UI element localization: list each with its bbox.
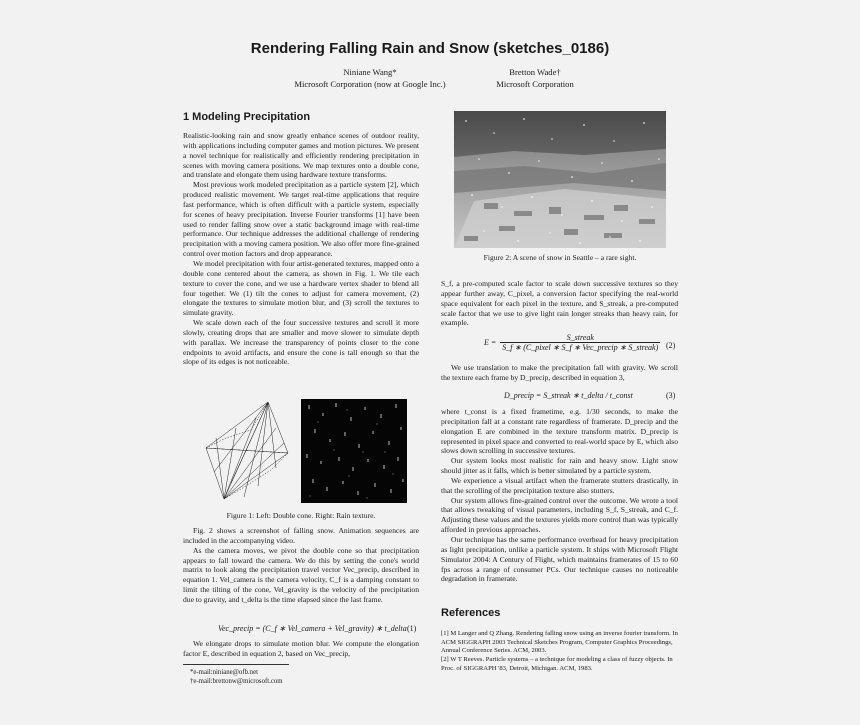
paragraph: Most previous work modeled precipitation as a particle system [2], which produced realistic movement. We target real-time applications that require fast performance, which is often difficult with a particle system, especially for scenes of heavy precipitation. Inverse Fourier transforms [1] have been used to render falling snow over a static background image with real-time performance. Our technique addresses the additional challenge of rendering precipitation with a moving camera position. We also offer more fine-grained control over motion factors and drop appearance. [183,180,419,259]
footnote-1: *e-mail:niniane@ofb.net [190,669,258,676]
paragraph: As the camera moves, we pivot the double cone so that precipitation appears to fall toward the camera. We do this by setting the cone's world matrix to look along the precipitation travel vector Vec_precip, described in equation 1. Vel_camera is the camera velocity, C_f is a damping constant to limit the tilting of the cone, Vel_gravity is the velocity of the precipitation due to gravity, and t_delta is the time elapsed since the last frame. [183,545,419,604]
author-2 [470,66,600,90]
footnote-2: †e-mail:brettonw@microsoft.com [190,678,283,685]
equation-2-lhs: E = [484,338,497,347]
paragraph: where t_const is a fixed frametime, e.g. 1/30 seconds, to make the precipitation fall at a constant rate regardless of framerate. D_precip and the elongation E are combined in the texture transform matrix. D_precip is represented in pixel space and converted to real-world space by E, which also slows down scrolling in successive textures. [441,407,678,456]
right-column-bottom [441,407,678,584]
paragraph: We use translation to make the precipitation fall with gravity. We scroll the texture each frame by D_precip, described in equation 3, [441,363,678,382]
figure-1-caption: Figure 1: Left: Double cone. Right: Rain texture. [226,511,376,520]
paragraph: Our system allows fine-grained control over the outcome. We wrote a tool that allows tweaking of visual parameters, including S_f, S_streak, and C_f. Adjusting these values and the textures yields more control than was typically afforded in previous approaches. [441,495,678,535]
paper-title: Rendering Falling Rain and Snow (sketches_0186) [250,40,610,57]
author-1 [260,66,480,90]
author-1-affiliation: Microsoft Corporation (now at Google Inc.) [294,79,446,89]
paragraph: Fig. 2 shows a screenshot of falling snow. Animation sequences are included in the accompanying video. [183,526,419,545]
equation-2-denominator: S_f ∗ (C_pixel ∗ S_f ∗ Vec_precip ∗ S_streak) [502,343,659,352]
paragraph: Realistic-looking rain and snow greatly enhance scenes of outdoor reality, with applications including computer games and motion pictures. We present a novel technique for realistically and efficiently rendering precipitation in scenes with moving camera positions. We map textures onto a double cone, and translate and elongate them using hardware texture transforms. [183,131,419,180]
paragraph: We scale down each of the four successive textures and scroll it more slowly, creating drops that are smaller and move slower to simulate depth with parallax. We increase the transparency of points closer to the cone endpoints to avoid artifacts, and ensure the cone is tall enough so that the slope of its edges is not noticeable. [183,318,419,367]
left-column-top [183,131,419,367]
equation-2-number: (2) [666,341,676,350]
paragraph: Our system looks most realistic for rain and heavy snow. Light snow should jitter as it falls, which is better simulated by a particle system. [441,456,678,476]
paragraph: S_f, a pre-computed scale factor to scale down successive textures so they appear further away, C_pixel, a conversion factor specifying the real-world space equivalent for each pixel in the texture, and S_streak, a pre-computed scale factor that we use to give light rain longer streaks than heavy rain, for example. [441,279,678,328]
section-heading-modeling: 1 Modeling Precipitation [183,111,311,123]
reference-1: [1] M Langer and Q Zhang. Rendering falling snow using an inverse fourier transform. In ACM SIGGRAPH 2003 Technical Sketches Program, Computer Graphics Proceedings, Annual Conference Series. ACM, 2003. [441,630,678,654]
right-column-top [441,279,678,328]
footnote-rule [183,664,289,665]
right-column-middle [441,363,678,383]
seattle-snow-photo [454,111,666,248]
paragraph: We experience a visual artifact when the framerate stutters drastically, in that the scrolling of the precipitation texture also stutters. [441,475,678,495]
reference-2: [2] W T Reeves. Particle systems – a technique for modeling a class of fuzzy objects. In Proc. of SIGGRAPH '83, Detroit, Michigan. ACM, 1983. [441,656,673,672]
author-1-name: Niniane Wang* [343,67,397,77]
paragraph: We elongate drops to simulate motion blur. We compute the elongation factor E, described in equation 2, based on Vec_precip, [183,639,419,658]
references-heading: References [441,607,501,619]
paragraph: Our technique has the same performance overhead for heavy precipitation as light precipitation, unlike a particle system. It ships with Microsoft Flight Simulator 2004: A Century of Flight, which maintains framerates of 15 to 60 fps across a range of consumer PCs. Our technique causes no noticeable degradation in framerate. [441,534,678,584]
equation-1-number: (1) [407,624,417,633]
left-column-bottom [183,639,419,659]
paragraph: We model precipitation with four artist-generated textures, mapped onto a double cone centered about the camera, as shown in Fig. 1. We tile each texture to cover the cone, and we use a hardware vertex shader to blend all four together. We (1) tilt the cones to adjust for camera movement, (2) elongate the textures to simulate motion blur, and (3) scroll the textures to simulate gravity. [183,258,419,318]
double-cone-figure [196,398,296,503]
author-2-affiliation: Microsoft Corporation [496,79,574,89]
left-column-middle [183,526,419,605]
equation-2 [484,333,660,352]
equation-1: Vec_precip = (C_f ∗ Vel_camera + Vel_gravity) ∗ t_delta [218,624,407,633]
rain-texture-image [301,399,407,503]
equation-3: D_precip = S_streak ∗ t_delta / t_const [504,391,633,400]
figure-2-caption: Figure 2: A scene of snow in Seattle – a rare sight. [483,253,637,262]
equation-2-numerator: S_streak [500,333,660,343]
author-2-name: Bretton Wade† [509,67,561,77]
equation-3-number: (3) [666,391,676,400]
